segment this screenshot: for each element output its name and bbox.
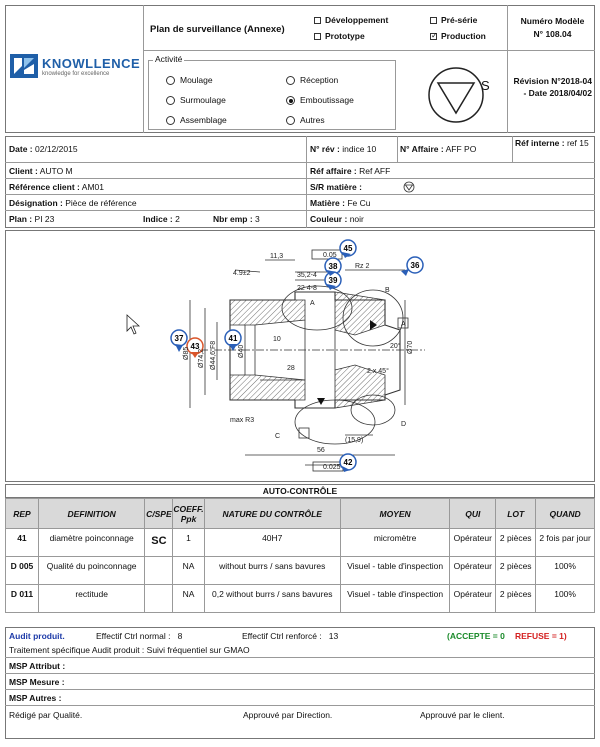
- checkbox-checked-icon: [430, 33, 437, 40]
- table-row: D 011 rectitude NA 0,2 without burrs / sans bavures Visuel - table d'inspection Opérateur 2 pièces 100%: [6, 585, 595, 613]
- table-row: D 005 Qualité du poinconnage NA without burrs / sans bavures Visuel - table d'inspection Opérateur 2 pièces 100%: [6, 557, 595, 585]
- revision-info: Révision N°2018-04 - Date 2018/04/02: [513, 76, 592, 98]
- audit-label: Audit produit.: [9, 631, 65, 641]
- col-definition: DEFINITION: [38, 499, 145, 529]
- matiere-field: Matière : Fe Cu: [310, 198, 371, 208]
- label-tol-0025: 0.025: [323, 464, 341, 471]
- label-d70: Ø70: [407, 340, 414, 354]
- label-a: A: [310, 300, 315, 307]
- label-rz: Rz 2: [355, 263, 370, 270]
- technical-drawing: [5, 230, 595, 482]
- logo: [10, 54, 140, 84]
- label-22: 22 4-8: [297, 285, 317, 292]
- col-lot: LOT: [496, 499, 536, 529]
- client-field: Client : AUTO M: [9, 166, 73, 176]
- msp-mesure: MSP Mesure :: [9, 677, 65, 687]
- auto-controle-title: AUTO-CONTRÔLE: [262, 486, 338, 496]
- couleur-field: Couleur : noir: [310, 214, 364, 224]
- model-label: Numéro Modèle: [520, 16, 585, 26]
- label-d: D: [401, 421, 407, 428]
- label-c: C: [275, 433, 281, 440]
- ref-interne-field: Réf interne : ref 15: [515, 138, 589, 148]
- logo-subtitle: knowledge for excellence: [42, 71, 110, 77]
- label-d40: Ø40: [238, 344, 245, 358]
- col-qui: QUI: [450, 499, 496, 529]
- option-developpement[interactable]: Développement: [314, 15, 388, 25]
- activity-reception[interactable]: Réception: [286, 75, 338, 85]
- activity-assemblage[interactable]: Assemblage: [166, 115, 227, 125]
- designation-field: Désignation : Pièce de référence: [9, 198, 137, 208]
- affaire-field: N° Affaire : AFF PO: [400, 144, 477, 154]
- label-11-3: 11,3: [270, 253, 284, 260]
- marker-41: 41: [228, 334, 238, 343]
- label-tol-005: 0.05: [323, 252, 337, 259]
- activity-moulage[interactable]: Moulage: [166, 75, 213, 85]
- table-header-row: [6, 499, 595, 529]
- col-coeff: COEFF. Ppk: [173, 499, 204, 529]
- auto-controle-table: [5, 498, 595, 613]
- marker-36: 36: [410, 261, 420, 270]
- ctrl-normal: Effectif Ctrl normal : 8: [96, 631, 183, 641]
- radio-icon: [166, 96, 175, 105]
- option-production[interactable]: ✓ Production: [430, 31, 486, 41]
- option-pre-serie[interactable]: Pré-série: [430, 15, 477, 25]
- label-28: 28: [287, 365, 295, 372]
- checkbox-icon: [314, 33, 321, 40]
- label-4-9: 4.9±2: [233, 270, 251, 277]
- msp-autres: MSP Autres :: [9, 693, 62, 703]
- ref-client-field: Référence client : AM01: [9, 182, 104, 192]
- option-prototype[interactable]: Prototype: [314, 31, 365, 41]
- msp-attribut: MSP Attribut :: [9, 661, 66, 671]
- redige-par: Rédigé par Qualité.: [9, 710, 83, 720]
- marker-43: 43: [190, 342, 200, 351]
- col-cspe: C/SPE: [145, 499, 173, 529]
- radio-icon: [286, 76, 295, 85]
- col-nature: NATURE DU CONTRÔLE: [204, 499, 340, 529]
- label-10: 10: [273, 336, 281, 343]
- nbr-emp-field: Nbr emp : 3: [213, 214, 260, 224]
- activity-autres[interactable]: Autres: [286, 115, 325, 125]
- col-rep: REP: [6, 499, 39, 529]
- approuve-direction: Approuvé par Direction.: [243, 710, 333, 720]
- page-title: Plan de surveillance (Annexe): [150, 24, 285, 35]
- label-d74: Ø74,2: [198, 348, 205, 368]
- approuve-client: Approuvé par le client.: [420, 710, 505, 720]
- label-d44: Ø44,6 F8: [210, 340, 217, 370]
- sr-safety-icon: [402, 181, 416, 193]
- date-field: Date : 02/12/2015: [9, 144, 78, 154]
- revision-field: N° rév : indice 10: [310, 144, 377, 154]
- safety-symbol-icon: [424, 63, 500, 129]
- label-15-9: (15,9): [345, 437, 364, 444]
- activity-legend: Activité: [155, 54, 183, 64]
- label-35: 35,2-4: [297, 272, 317, 279]
- radio-icon: [286, 116, 295, 125]
- col-quand: QUAND: [536, 499, 595, 529]
- col-moyen: MOYEN: [340, 499, 449, 529]
- label-56: 56: [317, 447, 325, 454]
- traitement-text: Traitement spécifique Audit produit : Suivi fréquentiel sur GMAO: [9, 645, 250, 655]
- label-a-frame: A: [401, 321, 406, 328]
- radio-icon: [166, 116, 175, 125]
- logo-text: KNOWLLENCE: [42, 56, 141, 71]
- marker-38: 38: [328, 262, 338, 271]
- accepte-text: (ACCEPTE = 0: [447, 631, 505, 641]
- refuse-text: REFUSE = 1): [515, 631, 567, 641]
- indice-field: Indice : 2: [143, 214, 180, 224]
- label-b: B: [385, 287, 390, 294]
- model-number: N° 108.04: [533, 29, 572, 39]
- label-d85: Ø85: [183, 346, 190, 360]
- label-20deg: 20°: [390, 343, 401, 350]
- checkbox-icon: [430, 17, 437, 24]
- checkbox-icon: [314, 17, 321, 24]
- label-max-r3: max R3: [230, 417, 255, 424]
- safety-symbol-letter: S: [481, 78, 490, 93]
- marker-45: 45: [343, 244, 353, 253]
- footer-frame: [5, 627, 595, 739]
- marker-39: 39: [328, 276, 338, 285]
- marker-37: 37: [174, 334, 184, 343]
- mouse-cursor-icon: [127, 315, 139, 334]
- activity-surmoulage[interactable]: Surmoulage: [166, 95, 226, 105]
- plan-field: Plan : PI 23: [9, 214, 55, 224]
- table-row: 41 diamètre poinconnage SC 1 40H7 micromètre Opérateur 2 pièces 2 fois par jour: [6, 529, 595, 557]
- radio-icon: [166, 76, 175, 85]
- ref-affaire-field: Réf affaire : Ref AFF: [310, 166, 391, 176]
- sr-matiere-field: S/R matière :: [310, 182, 362, 192]
- activity-emboutissage[interactable]: Emboutissage: [286, 95, 354, 105]
- label-chamfer: 2 x 45°: [367, 368, 389, 375]
- marker-42: 42: [343, 458, 353, 467]
- ctrl-renforce: Effectif Ctrl renforcé : 13: [242, 631, 339, 641]
- radio-selected-icon: [286, 96, 295, 105]
- logo-mark-icon: [10, 54, 38, 78]
